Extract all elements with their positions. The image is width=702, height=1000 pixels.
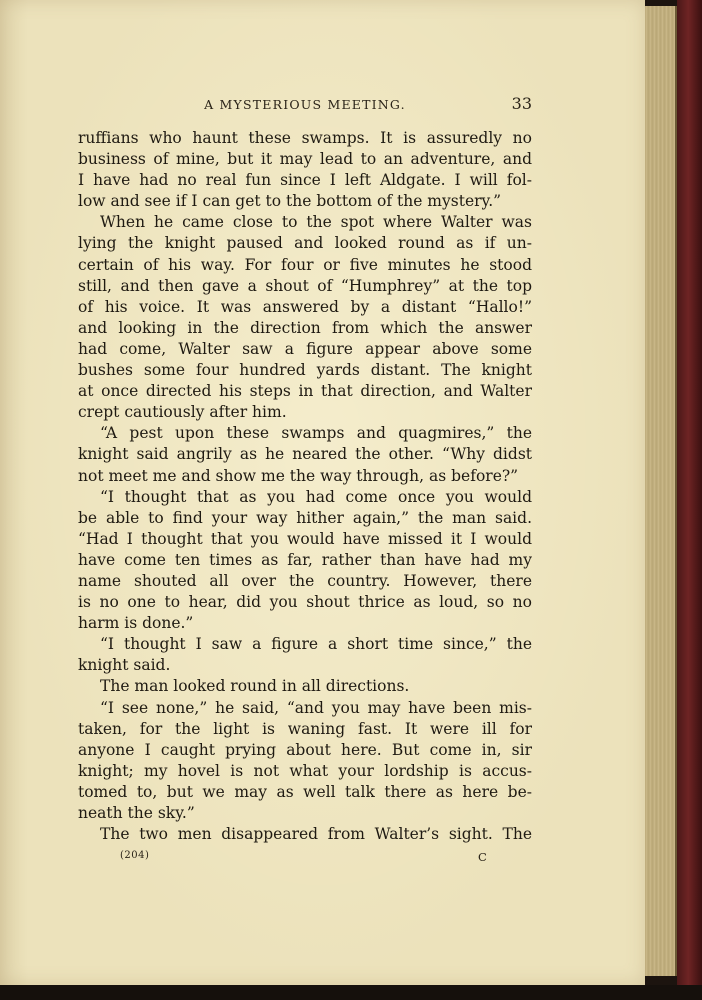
text-line: I have had no real fun since I left Aldgate. I will fol- bbox=[78, 171, 532, 190]
text-line: knight said. bbox=[78, 656, 171, 675]
text-line: low and see if I can get to the bottom of the mystery.” bbox=[78, 192, 502, 211]
text-line: have come ten times as far, rather than have had my bbox=[78, 550, 532, 569]
text-line: The two men disappeared from Walter’s sight. The bbox=[100, 825, 532, 844]
text-line: name shouted all over the country. However, there bbox=[78, 571, 532, 590]
text-line: knight said angrily as he neared the other. “Why didst bbox=[78, 445, 532, 464]
text-line: The man looked round in all directions. bbox=[100, 677, 410, 696]
text-line: certain of his way. For four or five minutes he stood bbox=[78, 255, 532, 274]
text-line: “I thought I saw a figure a short time since,” the bbox=[100, 635, 532, 654]
text-line: is no one to hear, did you shout thrice as loud, so no bbox=[78, 593, 532, 612]
page-header bbox=[78, 94, 532, 118]
text-line: taken, for the light is waning fast. It were ill for bbox=[78, 719, 532, 738]
page-edges bbox=[641, 6, 677, 976]
text-line: bushes some four hundred yards distant. The knight bbox=[78, 361, 532, 380]
text-line: When he came close to the spot where Walter was bbox=[100, 213, 532, 232]
text-line: still, and then gave a shout of “Humphrey” at the top bbox=[78, 276, 532, 295]
text-line: of his voice. It was answered by a distant “Hallo!” bbox=[78, 297, 532, 316]
printer-mark: (204) bbox=[120, 850, 150, 861]
text-line: harm is done.” bbox=[78, 614, 194, 633]
text-line: anyone I caught prying about here. But come in, sir bbox=[78, 740, 532, 759]
text-line: tomed to, but we may as well talk there as here be- bbox=[78, 782, 532, 801]
book-binding bbox=[677, 0, 702, 1000]
text-line: lying the knight paused and looked round as if un- bbox=[78, 234, 532, 253]
text-line: knight; my hovel is not what your lordship is accus- bbox=[78, 761, 532, 780]
signature-mark: C bbox=[478, 850, 487, 864]
text-line: crept cautiously after him. bbox=[78, 403, 287, 422]
text-line: had come, Walter saw a figure appear above some bbox=[78, 339, 532, 358]
text-line: “I see none,” he said, “and you may have been mis- bbox=[100, 698, 532, 717]
text-line: “Had I thought that you would have missed it I would bbox=[78, 529, 532, 548]
text-line: ruffians who haunt these swamps. It is assuredly no bbox=[78, 129, 532, 147]
page-number: 33 bbox=[511, 94, 532, 113]
text-line: “A pest upon these swamps and quagmires,” the bbox=[100, 424, 532, 443]
text-line: at once directed his steps in that direction, and Walter bbox=[78, 382, 532, 401]
body-text bbox=[78, 128, 532, 845]
text-line: “I thought that as you had come once you would bbox=[100, 487, 532, 506]
text-line: and looking in the direction from which the answer bbox=[78, 318, 532, 337]
text-line: not meet me and show me the way through, as before?” bbox=[78, 466, 519, 485]
text-line: neath the sky.” bbox=[78, 804, 195, 822]
text-line: business of mine, but it may lead to an adventure, and bbox=[78, 150, 532, 169]
bottom-shadow bbox=[0, 985, 702, 1000]
text-line: be able to find your way hither again,” the man said. bbox=[78, 508, 532, 527]
running-head: A MYSTERIOUS MEETING. bbox=[204, 97, 406, 112]
page-footer bbox=[78, 850, 532, 868]
